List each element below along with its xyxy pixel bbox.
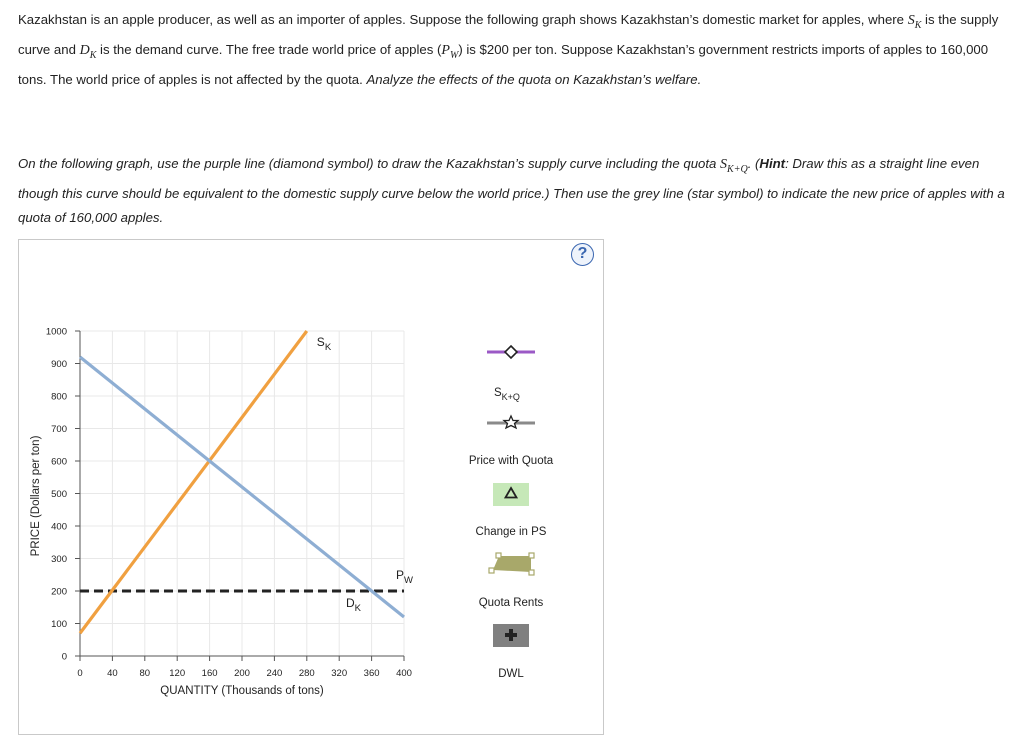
chart-labels <box>317 335 413 614</box>
supply-with-quota-tool[interactable] <box>487 346 535 358</box>
series-label-d: $D_K$ <box>346 596 362 614</box>
chart-ticks <box>46 327 412 680</box>
price-with-quota-tool[interactable] <box>487 416 535 428</box>
y-tick-label: 100 <box>51 619 67 630</box>
y-tick-label: 200 <box>51 586 67 598</box>
y-tick-label: 400 <box>51 521 67 533</box>
change-in-ps-tool[interactable] <box>493 483 529 506</box>
x-tick-label: 280 <box>298 668 315 679</box>
y-tick-label: 1000 <box>45 326 67 338</box>
x-tick-label: 80 <box>139 668 151 679</box>
y-tick-label: 0 <box>61 651 67 663</box>
legend-quota-rents-label: Quota Rents <box>478 597 544 609</box>
legend-supply-quota-label: $S_{K+Q}$ <box>494 387 520 402</box>
y-tick-label: 600 <box>51 456 67 468</box>
handle-icon <box>529 553 534 558</box>
series-line-s <box>80 331 307 633</box>
legend-dwl-label: DWL <box>498 668 524 680</box>
y-tick-label: 800 <box>51 391 67 403</box>
x-tick-label: 400 <box>396 668 412 679</box>
dwl-tool[interactable] <box>493 624 529 647</box>
y-axis-label: PRICE (Dollars per ton) <box>30 435 42 557</box>
question-paragraph-2: On the following graph, use the purple line (diamond symbol) to draw the Kazakhstan’s supply curve including the quota $S_{K+Q}$. (Hint: Draw this as a straight line even though this curve should be equivalent to the domestic supply curve below the world price.) Then use the grey line (star symbol) to indicate the new price of apples with a quota of 160,000 apples. <box>18 156 1005 225</box>
x-tick-label: 320 <box>331 668 348 679</box>
x-tick-label: 360 <box>363 668 380 679</box>
help-button[interactable]: ? <box>571 243 594 266</box>
y-tick-label: 500 <box>51 489 67 500</box>
x-tick-label: 240 <box>266 668 283 679</box>
handle-icon <box>489 568 494 573</box>
diamond-icon <box>505 346 517 358</box>
y-tick-label: 300 <box>51 554 67 565</box>
handle-icon <box>529 570 534 575</box>
question-paragraph-1: Kazakhstan is an apple producer, as well as an importer of apples. Suppose the following graph shows Kazakhstan’s domestic market for apples, where $S_K$ is the supply curve and $D_K$ is the demand curve. The free trade world price of apples $(P_W)$ is $200 per ton. Suppose Kazakhstan’s government restricts imports of apples to 160,000 tons. The world price of apples is not affected by the quota. Analyze the effects of the quota on Kazakhstan’s welfare. <box>18 12 999 87</box>
legend-change-ps-label: Change in PS <box>475 526 547 538</box>
x-tick-label: 0 <box>77 668 83 679</box>
x-tick-label: 120 <box>169 668 186 679</box>
handle-icon <box>496 553 501 558</box>
x-tick-label: 40 <box>107 668 118 679</box>
x-tick-label: 160 <box>201 668 218 679</box>
quota-rents-tool[interactable] <box>489 553 534 575</box>
legend-price-quota-label: Price with Quota <box>468 455 554 467</box>
series-label-s: $S_K$ <box>316 335 332 353</box>
y-tick-label: 900 <box>51 359 67 370</box>
y-tick-label: 700 <box>51 424 67 435</box>
x-axis-label: QUANTITY (Thousands of tons) <box>160 685 324 697</box>
star-icon <box>504 416 518 428</box>
x-tick-label: 200 <box>234 668 250 679</box>
series-label-p: $P_W$ <box>396 568 413 586</box>
